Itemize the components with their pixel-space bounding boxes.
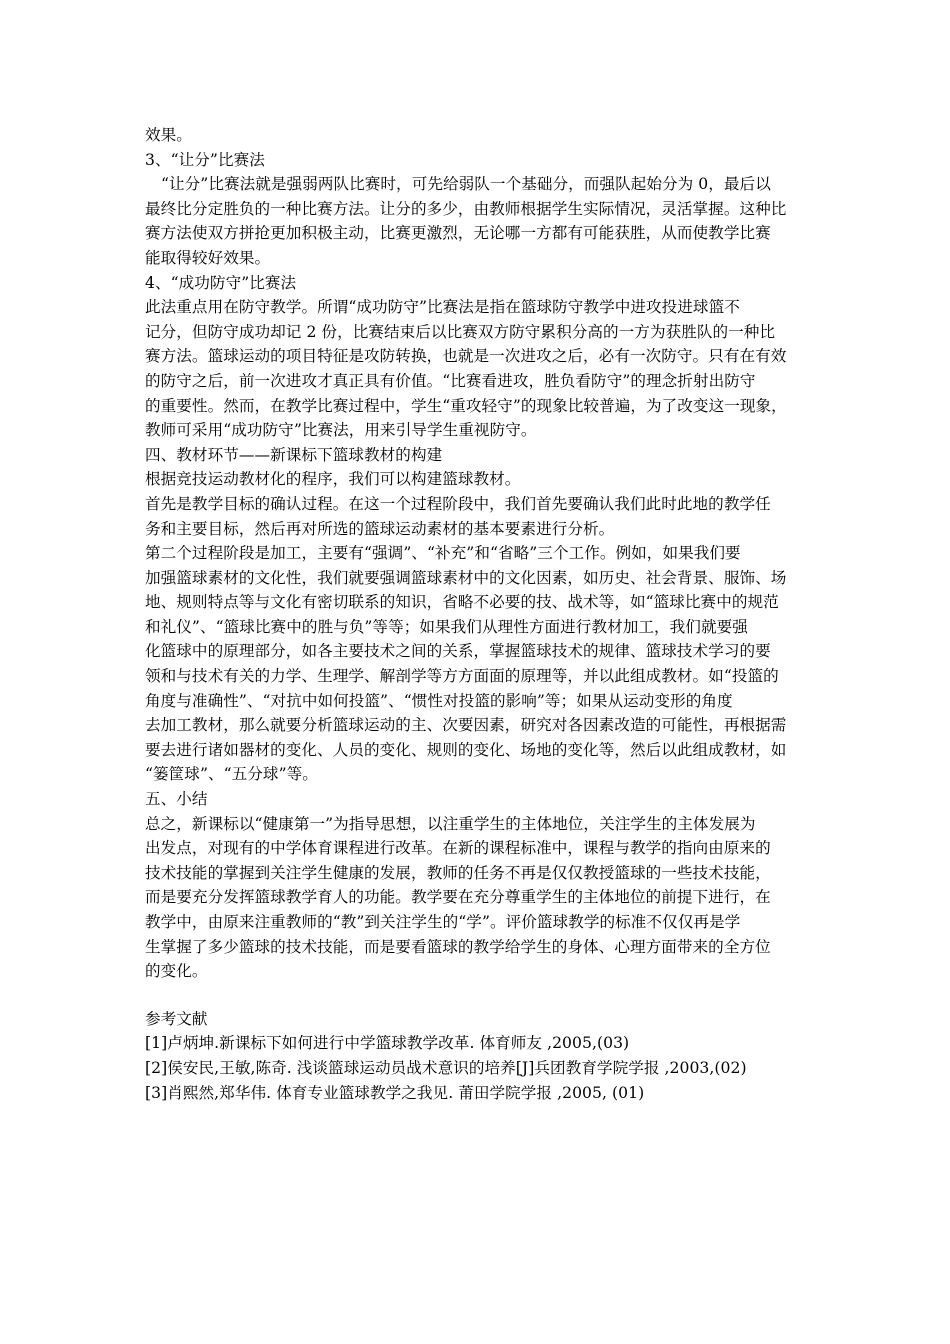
section-heading-rangfen: 3、“让分”比赛法 [145, 150, 265, 169]
text-line: 总之，新课标以“健康第一”为指导思想，以注重学生的主体地位，关注学生的主体发展为 [145, 814, 756, 833]
spacer [145, 984, 813, 1007]
text-line: 生掌握了多少篮球的技术技能，而是要看篮球的教学给学生的身体、心理方面带来的全方位 [145, 937, 771, 956]
text-line: 去加工教材，那么就要分析篮球运动的主、次要因素，研究对各因素改造的可能性，再根据需 [145, 716, 787, 735]
text-line: 角度与准确性”、“对抗中如何投篮”、“惯性对投篮的影响”等；如果从运动变形的角度 [145, 691, 733, 710]
text-line: 的变化。 [145, 962, 208, 981]
text-line: 务和主要目标，然后再对所选的篮球运动素材的基本要素进行分析。 [145, 519, 615, 538]
section-heading-four: 四、教材环节——新课标下篮球教材的构建 [145, 445, 443, 464]
text-line: 而是要充分发挥篮球教学育人的功能。教学要在充分尊重学生的主体地位的前提下进行，在 [145, 888, 771, 907]
text-line: 的防守之后，前一次进攻才真正具有价值。“比赛看进攻，胜负看防守”的理念折射出防守 [145, 371, 756, 390]
text-line: 加强篮球素材的文化性，我们就要强调篮球素材中的文化因素，如历史、社会背景、服饰、场 [145, 568, 787, 587]
section-heading-five: 五、小结 [145, 790, 208, 809]
text-line: 赛方法使双方拼抢更加积极主动，比赛更激烈，无论哪一方都有可能获胜，从而使教学比赛 [145, 224, 771, 243]
paragraph-chenggong [145, 295, 813, 443]
text-line: 技术技能的掌握到关注学生健康的发展，教师的任务不再是仅仅教授篮球的一些技术技能， [145, 863, 771, 882]
text-line: 地、规则特点等与文化有密切联系的知识，省略不必要的技、战术等，如“篮球比赛中的规范 [145, 593, 779, 612]
text-line: 此法重点用在防守教学。所谓“成功防守”比赛法是指在篮球防守教学中进攻投进球篮不 [145, 298, 740, 317]
text-line: “篓筐球”、“五分球”等。 [145, 765, 318, 784]
text-line: 效果。 [145, 126, 192, 144]
text-line: 记分，但防守成功却记 2 份，比赛结束后以比赛双方防守累积分高的一方为获胜队的一种比 [145, 322, 776, 341]
reference-item: [2]侯安民,王敏,陈奇. 浅谈篮球运动员战术意识的培养[J]兵团教育学院学报 ,2003,(02) [145, 1058, 747, 1077]
text-line: 教学中，由原来注重教师的“教”到关注学生的“学”。评价篮球教学的标准不仅仅再是学 [145, 913, 741, 931]
text-line: 赛方法。篮球运动的项目特征是攻防转换，也就是一次进攻之后，必有一次防守。只有在有效 [145, 347, 787, 366]
text-line: 化篮球中的原理部分，如各主要技术之间的关系，掌握篮球技术的规律、篮球技术学习的要 [145, 642, 771, 661]
text-line: 要去进行诸如器材的变化、人员的变化、规则的变化、场地的变化等，然后以此组成教材，如 [145, 740, 787, 759]
references-heading: 参考文献 [145, 1009, 208, 1028]
paragraph-four-3 [145, 541, 813, 787]
text-line: 能取得较好效果。 [145, 248, 271, 267]
paragraph-four-1 [145, 467, 813, 492]
text-line: 首先是教学目标的确认过程。在这一个过程阶段中，我们首先要确认我们此时此地的教学任 [145, 494, 771, 513]
text-line: 出发点，对现有的中学体育课程进行改革。在新的课程标准中，课程与教学的指向由原来的 [145, 839, 771, 858]
text-line: 第二个过程阶段是加工，主要有“强调”、“补充”和“省略”三个工作。例如，如果我们要 [145, 544, 741, 563]
text-line: 教师可采用“成功防守”比赛法，用来引导学生重视防守。 [145, 421, 537, 440]
text-line: 最终比分定胜负的一种比赛方法。让分的多少，由教师根据学生实际情况，灵活掌握。这种比 [145, 199, 787, 218]
reference-item: [1]卢炳坤.新课标下如何进行中学篮球教学改革. 体育师友 ,2005,(03) [145, 1034, 630, 1053]
reference-item: [3]肖熙然,郑华伟. 体育专业篮球教学之我见. 莆田学院学报 ,2005, (01) [145, 1083, 645, 1102]
text-line: “让分”比赛法就是强弱两队比赛时，可先给弱队一个基础分，而强队起始分为 0，最后以 [161, 175, 771, 194]
text-line: 和礼仪”、“篮球比赛中的胜与负”等等；如果我们从理性方面进行教材加工，我们就要强 [145, 617, 748, 636]
text-line: 根据竞技运动教材化的程序，我们可以构建篮球教材。 [145, 470, 521, 489]
text-line: 的重要性。然而，在教学比赛过程中，学生“重攻轻守”的现象比较普遍，为了改变这一现象， [145, 396, 787, 415]
references [145, 1007, 813, 1105]
text-line: 领和与技术有关的力学、生理学、解剖学等方方面面的原理等，并以此组成教材。如“投篮的 [145, 667, 779, 686]
document-page [145, 123, 813, 1105]
paragraph-rangfen [145, 172, 813, 270]
section-heading-chenggong: 4、“成功防守”比赛法 [145, 273, 297, 292]
paragraph-five [145, 812, 813, 984]
paragraph-four-2 [145, 492, 813, 541]
